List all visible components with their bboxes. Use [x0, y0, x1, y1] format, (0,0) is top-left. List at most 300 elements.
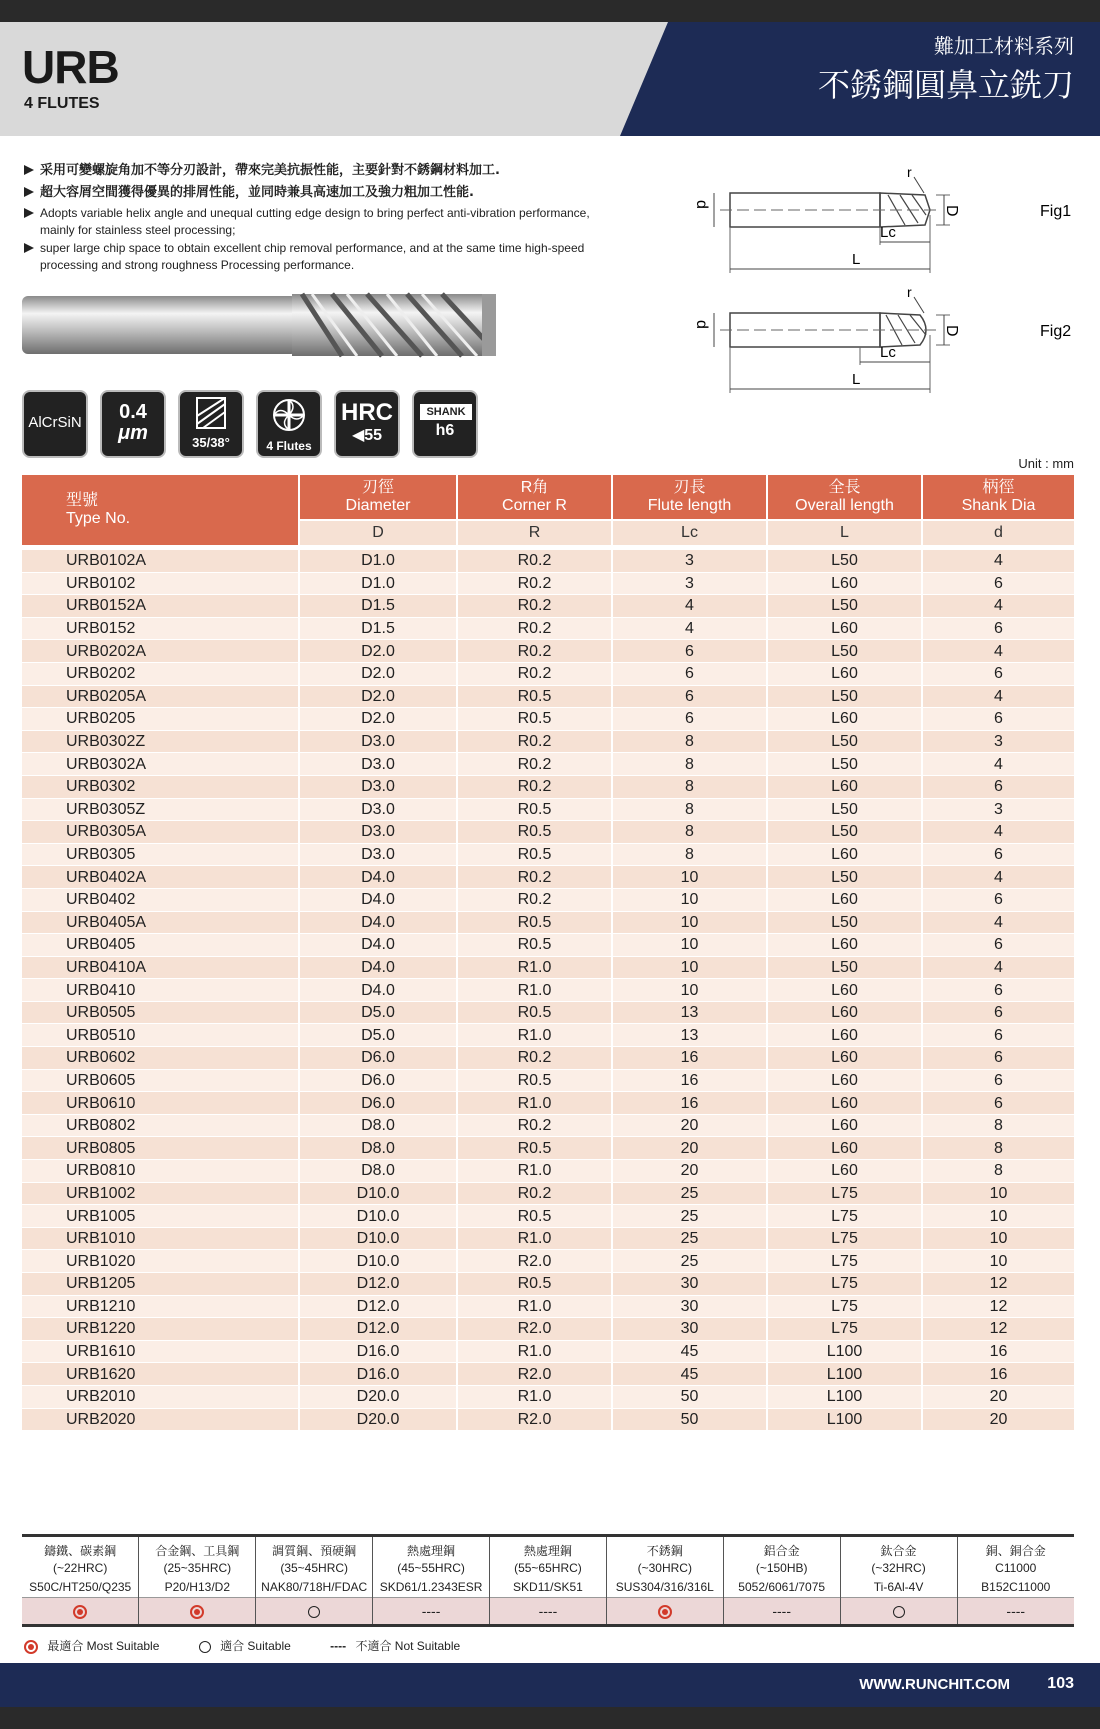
overall-length-cell: L60 [767, 1069, 922, 1092]
overall-length-cell: L50 [767, 911, 922, 934]
corner-r-cell: R0.5 [457, 911, 612, 934]
type-no-cell: URB1610 [22, 1340, 299, 1363]
diameter-cell: D3.0 [299, 798, 457, 821]
diameter-cell: D6.0 [299, 1047, 457, 1070]
type-no-cell: URB1002 [22, 1182, 299, 1205]
material-rating [139, 1598, 256, 1626]
shank-dia-cell: 12 [922, 1295, 1074, 1318]
model-title: URB [22, 41, 119, 93]
table-row [22, 1273, 1074, 1296]
table-row [22, 1182, 1074, 1205]
type-no-cell: URB0202A [22, 640, 299, 663]
table-row [22, 934, 1074, 957]
most-suitable-icon [73, 1605, 87, 1619]
diameter-cell: D12.0 [299, 1295, 457, 1318]
overall-length-cell: L100 [767, 1363, 922, 1386]
flute-length-cell: 10 [612, 956, 767, 979]
flute-length-cell: 8 [612, 843, 767, 866]
flute-length-cell: 13 [612, 1001, 767, 1024]
flute-length-cell: 6 [612, 662, 767, 685]
fig2-lc-label: Lc [880, 344, 896, 361]
flute-length-cell: 6 [612, 685, 767, 708]
table-row [22, 956, 1074, 979]
corner-r-cell: R0.5 [457, 1137, 612, 1160]
corner-r-cell: R1.0 [457, 1024, 612, 1047]
material-name: 熱處理鋼 [373, 1536, 490, 1560]
spec-table [22, 475, 1074, 1431]
corner-r-cell: R0.2 [457, 888, 612, 911]
diameter-cell: D2.0 [299, 662, 457, 685]
material-hrc: (~22HRC) [53, 1561, 108, 1575]
table-row [22, 1250, 1074, 1273]
rating-legend: 最適合 Most Suitable 適合 Suitable ---- 不適合 Not Suitable [24, 1637, 460, 1654]
shank-dia-cell: 4 [922, 685, 1074, 708]
corner-r-cell: R1.0 [457, 979, 612, 1002]
table-row [22, 708, 1074, 731]
corner-r-cell: R1.0 [457, 1092, 612, 1115]
overall-length-cell: L50 [767, 798, 922, 821]
shank-dia-cell: 4 [922, 753, 1074, 776]
shank-dia-cell: 16 [922, 1363, 1074, 1386]
corner-r-cell: R1.0 [457, 1385, 612, 1408]
fig1-D-label: D [943, 205, 960, 217]
diameter-cell: D8.0 [299, 1114, 457, 1137]
type-no-cell: URB0610 [22, 1092, 299, 1115]
shank-dia-cell: 10 [922, 1182, 1074, 1205]
shank-dia-cell: 10 [922, 1205, 1074, 1228]
shank-badge: SHANK h6 [412, 390, 478, 458]
figure-1-diagram [690, 165, 1080, 285]
overall-length-cell: L100 [767, 1408, 922, 1431]
overall-length-cell: L60 [767, 1024, 922, 1047]
material-grade: 5052/6061/7075 [723, 1577, 840, 1598]
corner-r-cell: R0.5 [457, 1273, 612, 1296]
table-row [22, 1001, 1074, 1024]
flute-length-cell: 10 [612, 979, 767, 1002]
shank-dia-cell: 4 [922, 956, 1074, 979]
material-name: 鑄鐵、碳素鋼 [22, 1536, 139, 1560]
table-row [22, 753, 1074, 776]
table-row [22, 911, 1074, 934]
type-no-cell: URB0302Z [22, 730, 299, 753]
shank-dia-cell: 6 [922, 708, 1074, 731]
coating-badge: AlCrSiN [22, 390, 88, 458]
not-suitable-mark: ---- [421, 1603, 441, 1619]
overall-length-cell: L75 [767, 1182, 922, 1205]
diameter-cell: D4.0 [299, 934, 457, 957]
fig1-caption: Fig1 [1040, 203, 1072, 220]
material-hrc: (45~55HRC) [373, 1559, 490, 1577]
overall-length-cell: L60 [767, 708, 922, 731]
overall-length-cell: L75 [767, 1273, 922, 1296]
table-row [22, 1092, 1074, 1115]
type-no-cell: URB0805 [22, 1137, 299, 1160]
table-row [22, 685, 1074, 708]
overall-length-cell: L100 [767, 1385, 922, 1408]
flute-length-cell: 30 [612, 1318, 767, 1341]
overall-length-cell: L50 [767, 821, 922, 844]
flute-length-cell: 10 [612, 911, 767, 934]
table-row [22, 1318, 1074, 1341]
flute-length-cell: 50 [612, 1408, 767, 1431]
overall-length-cell: L60 [767, 979, 922, 1002]
corner-r-cell: R0.2 [457, 662, 612, 685]
material-rating [22, 1598, 139, 1626]
diameter-cell: D2.0 [299, 708, 457, 731]
flute-length-cell: 16 [612, 1047, 767, 1070]
type-no-cell: URB2020 [22, 1408, 299, 1431]
diameter-cell: D5.0 [299, 1001, 457, 1024]
table-row [22, 1227, 1074, 1250]
shank-dia-cell: 4 [922, 595, 1074, 618]
type-no-cell: URB0505 [22, 1001, 299, 1024]
corner-r-cell: R0.2 [457, 640, 612, 663]
diameter-cell: D4.0 [299, 866, 457, 889]
end-mill-photo [22, 288, 500, 364]
type-no-cell: URB0305A [22, 821, 299, 844]
diameter-cell: D12.0 [299, 1273, 457, 1296]
diameter-cell: D10.0 [299, 1250, 457, 1273]
shank-dia-cell: 4 [922, 821, 1074, 844]
type-no-cell: URB0402A [22, 866, 299, 889]
flute-length-cell: 25 [612, 1250, 767, 1273]
type-no-cell: URB0802 [22, 1114, 299, 1137]
type-no-cell: URB0205A [22, 685, 299, 708]
material-name: 合金鋼、工具鋼 [139, 1536, 256, 1560]
shank-dia-cell: 4 [922, 550, 1074, 573]
fig1-lc-label: Lc [880, 224, 896, 241]
fig1-l-label: L [852, 251, 861, 268]
shank-dia-cell: 6 [922, 1069, 1074, 1092]
table-row [22, 1024, 1074, 1047]
material-name: 鋁合金 [723, 1536, 840, 1560]
series-label: 難加工材料系列 [934, 34, 1074, 58]
corner-r-cell: R0.2 [457, 753, 612, 776]
material-hrc: (25~35HRC) [139, 1559, 256, 1577]
shank-dia-cell: 16 [922, 1340, 1074, 1363]
fig1-r-label: r [907, 165, 912, 180]
corner-r-cell: R2.0 [457, 1250, 612, 1273]
overall-length-cell: L60 [767, 662, 922, 685]
description-item: super large chip space to obtain excellent chip removal performance, and at the same time high-speed processing and strong roughness Processing performance. [24, 240, 614, 274]
material-grade: SKD11/SK51 [490, 1577, 607, 1598]
corner-r-cell: R0.5 [457, 708, 612, 731]
header-diameter: 刃徑 Diameter [299, 475, 457, 520]
type-no-cell: URB1620 [22, 1363, 299, 1386]
bottom-band [0, 1707, 1100, 1729]
type-no-cell: URB0810 [22, 1160, 299, 1183]
flutes-badge: 4 Flutes [256, 390, 322, 458]
shank-dia-cell: 6 [922, 1092, 1074, 1115]
corner-r-cell: R0.2 [457, 775, 612, 798]
diameter-cell: D3.0 [299, 843, 457, 866]
model-subtitle: 4 FLUTES [24, 95, 100, 112]
corner-r-cell: R0.5 [457, 934, 612, 957]
helix-badge: 35/38° [178, 390, 244, 458]
corner-r-cell: R2.0 [457, 1318, 612, 1341]
diameter-cell: D3.0 [299, 821, 457, 844]
fig2-d-label: d [693, 320, 710, 329]
corner-r-cell: R0.5 [457, 798, 612, 821]
material-hrc: (~150HB) [723, 1559, 840, 1577]
material-hrc: (~30HRC) [606, 1559, 723, 1577]
corner-r-cell: R2.0 [457, 1408, 612, 1431]
table-row [22, 1408, 1074, 1431]
shank-dia-cell: 6 [922, 934, 1074, 957]
diameter-cell: D4.0 [299, 911, 457, 934]
description-item: 超大容屑空間獲得優異的排屑性能，並同時兼具高速加工及強力粗加工性能. [24, 184, 614, 201]
type-no-cell: URB0152A [22, 595, 299, 618]
type-no-cell: URB0102A [22, 550, 299, 573]
table-row [22, 1363, 1074, 1386]
type-no-cell: URB0405 [22, 934, 299, 957]
diameter-cell: D3.0 [299, 730, 457, 753]
corner-r-cell: R0.5 [457, 1069, 612, 1092]
overall-length-cell: L75 [767, 1227, 922, 1250]
shank-dia-cell: 10 [922, 1227, 1074, 1250]
overall-length-cell: L60 [767, 1047, 922, 1070]
corner-r-cell: R0.2 [457, 572, 612, 595]
diameter-cell: D4.0 [299, 888, 457, 911]
diameter-cell: D6.0 [299, 1092, 457, 1115]
type-no-cell: URB2010 [22, 1385, 299, 1408]
overall-length-cell: L50 [767, 685, 922, 708]
unit-label: Unit : mm [1018, 456, 1074, 471]
flute-length-cell: 25 [612, 1227, 767, 1250]
material-grade: SUS304/316/316L [606, 1577, 723, 1598]
shank-dia-cell: 6 [922, 843, 1074, 866]
overall-length-cell: L75 [767, 1318, 922, 1341]
overall-length-cell: L60 [767, 617, 922, 640]
overall-length-cell: L50 [767, 550, 922, 573]
material-grade: S50C/HT250/Q235 [29, 1580, 132, 1594]
type-no-cell: URB0302A [22, 753, 299, 776]
overall-length-cell: L100 [767, 1340, 922, 1363]
suitable-icon [308, 1606, 320, 1618]
material-hrc: (~32HRC) [840, 1559, 957, 1577]
overall-length-cell: L50 [767, 753, 922, 776]
diameter-cell: D6.0 [299, 1069, 457, 1092]
table-row [22, 1137, 1074, 1160]
type-no-cell: URB0602 [22, 1047, 299, 1070]
corner-r-cell: R0.5 [457, 821, 612, 844]
shank-dia-cell: 8 [922, 1114, 1074, 1137]
diameter-cell: D3.0 [299, 753, 457, 776]
table-row [22, 798, 1074, 821]
shank-dia-cell: 6 [922, 1047, 1074, 1070]
type-no-cell: URB1005 [22, 1205, 299, 1228]
corner-r-cell: R1.0 [457, 1295, 612, 1318]
table-row [22, 595, 1074, 618]
material-rating [373, 1598, 490, 1626]
flute-length-cell: 30 [612, 1295, 767, 1318]
diameter-cell: D1.0 [299, 572, 457, 595]
corner-r-cell: R0.2 [457, 866, 612, 889]
table-row [22, 1340, 1074, 1363]
flute-length-cell: 3 [612, 550, 767, 573]
header-corner-r: R角 Corner R [457, 475, 612, 520]
corner-r-cell: R0.2 [457, 1114, 612, 1137]
table-row [22, 730, 1074, 753]
flute-length-cell: 4 [612, 595, 767, 618]
material-rating [840, 1598, 957, 1626]
overall-length-cell: L50 [767, 866, 922, 889]
diameter-cell: D8.0 [299, 1160, 457, 1183]
material-grade: Ti-6Al-4V [840, 1577, 957, 1598]
table-row [22, 1160, 1074, 1183]
table-row [22, 843, 1074, 866]
overall-length-cell: L60 [767, 1001, 922, 1024]
material-name: 熱處理鋼 [490, 1536, 607, 1560]
fig1-d-label: d [693, 200, 710, 209]
website-link[interactable]: WWW.RUNCHIT.COM [859, 1676, 1010, 1693]
table-row [22, 550, 1074, 573]
corner-r-cell: R0.2 [457, 617, 612, 640]
series-title: 不銹鋼圓鼻立銑刀 [817, 66, 1074, 104]
diameter-cell: D2.0 [299, 685, 457, 708]
table-row [22, 1114, 1074, 1137]
type-no-cell: URB1020 [22, 1250, 299, 1273]
type-no-cell: URB1210 [22, 1295, 299, 1318]
fig2-D-label: D [943, 325, 960, 337]
flute-length-cell: 20 [612, 1137, 767, 1160]
type-no-cell: URB0410 [22, 979, 299, 1002]
corner-r-cell: R1.0 [457, 1227, 612, 1250]
description-item: Adopts variable helix angle and unequal cutting edge design to bring perfect anti-vibration performance, mainly for stainless steel processing; [24, 205, 614, 239]
most-suitable-icon [190, 1605, 204, 1619]
header-symbol-d: D [299, 520, 457, 545]
material-rating [957, 1598, 1074, 1626]
flute-length-cell: 8 [612, 753, 767, 776]
table-row [22, 1385, 1074, 1408]
table-row [22, 662, 1074, 685]
shank-dia-cell: 6 [922, 1001, 1074, 1024]
header-symbol-r: R [457, 520, 612, 545]
type-no-cell: URB0205 [22, 708, 299, 731]
overall-length-cell: L50 [767, 595, 922, 618]
material-grade: P20/H13/D2 [139, 1577, 256, 1598]
flute-cross-section-icon [270, 396, 308, 434]
diameter-cell: D12.0 [299, 1318, 457, 1341]
flute-length-cell: 4 [612, 617, 767, 640]
flute-length-cell: 30 [612, 1273, 767, 1296]
corner-r-cell: R0.5 [457, 685, 612, 708]
diameter-cell: D4.0 [299, 979, 457, 1002]
type-no-cell: URB1010 [22, 1227, 299, 1250]
type-no-cell: URB0405A [22, 911, 299, 934]
overall-length-cell: L60 [767, 1114, 922, 1137]
material-grade: SKD61/1.2343ESR [373, 1577, 490, 1598]
flute-length-cell: 3 [612, 572, 767, 595]
shank-dia-cell: 20 [922, 1385, 1074, 1408]
type-no-cell: URB0202 [22, 662, 299, 685]
material-rating [256, 1598, 373, 1626]
shank-dia-cell: 12 [922, 1273, 1074, 1296]
most-suitable-icon [24, 1640, 38, 1654]
overall-length-cell: L50 [767, 956, 922, 979]
not-suitable-mark: ---- [1006, 1603, 1026, 1619]
header-shank-dia: 柄徑 Shank Dia [922, 475, 1074, 520]
material-grade: B152C11000 [957, 1577, 1074, 1598]
corner-r-cell: R1.0 [457, 1340, 612, 1363]
type-no-cell: URB0305Z [22, 798, 299, 821]
flute-length-cell: 20 [612, 1114, 767, 1137]
page-number: 103 [1047, 1675, 1074, 1692]
hrc-badge: HRC ◀55 [334, 390, 400, 458]
description-item: 采用可變螺旋角加不等分刃設計，帶來完美抗振性能，主要針對不銹鋼材料加工. [24, 162, 614, 179]
corner-r-cell: R2.0 [457, 1363, 612, 1386]
flute-length-cell: 25 [612, 1205, 767, 1228]
material-rating [606, 1598, 723, 1626]
diameter-cell: D1.0 [299, 550, 457, 573]
table-row [22, 572, 1074, 595]
corner-r-cell: R0.2 [457, 730, 612, 753]
shank-dia-cell: 3 [922, 798, 1074, 821]
flute-length-cell: 10 [612, 888, 767, 911]
shank-dia-cell: 8 [922, 1160, 1074, 1183]
overall-length-cell: L60 [767, 1137, 922, 1160]
header-symbol-lc: Lc [612, 520, 767, 545]
fig2-l-label: L [852, 371, 861, 388]
table-row [22, 1295, 1074, 1318]
type-no-cell: URB0510 [22, 1024, 299, 1047]
shank-dia-cell: 6 [922, 1024, 1074, 1047]
corner-r-cell: R0.2 [457, 1182, 612, 1205]
diameter-cell: D3.0 [299, 775, 457, 798]
fig2-r-label: r [907, 285, 912, 300]
shank-dia-cell: 6 [922, 572, 1074, 595]
shank-dia-cell: 6 [922, 662, 1074, 685]
shank-dia-cell: 6 [922, 775, 1074, 798]
table-row [22, 979, 1074, 1002]
flute-length-cell: 13 [612, 1024, 767, 1047]
table-row [22, 617, 1074, 640]
material-hrc: (35~45HRC) [256, 1559, 373, 1577]
suitable-icon [199, 1641, 211, 1653]
overall-length-cell: L60 [767, 888, 922, 911]
flute-length-cell: 20 [612, 1160, 767, 1183]
shank-dia-cell: 4 [922, 911, 1074, 934]
material-rating [490, 1598, 607, 1626]
shank-dia-cell: 12 [922, 1318, 1074, 1341]
diameter-cell: D1.5 [299, 595, 457, 618]
flute-length-cell: 6 [612, 640, 767, 663]
material-name: 鈦合金 [840, 1536, 957, 1560]
flute-length-cell: 8 [612, 775, 767, 798]
material-name: 銅、銅合金 [957, 1536, 1074, 1560]
overall-length-cell: L75 [767, 1250, 922, 1273]
shank-dia-cell: 3 [922, 730, 1074, 753]
material-rating [723, 1598, 840, 1626]
corner-r-cell: R0.5 [457, 1205, 612, 1228]
corner-r-cell: R0.2 [457, 595, 612, 618]
header-symbol-shank: d [922, 520, 1074, 545]
flute-length-cell: 45 [612, 1363, 767, 1386]
shank-dia-cell: 6 [922, 979, 1074, 1002]
shank-dia-cell: 4 [922, 640, 1074, 663]
header-overall-length: 全長 Overall length [767, 475, 922, 520]
shank-dia-cell: 8 [922, 1137, 1074, 1160]
header-type-no: 型號 Type No. [22, 475, 299, 545]
material-name: 不銹鋼 [606, 1536, 723, 1560]
overall-length-cell: L50 [767, 640, 922, 663]
header-symbol-l: L [767, 520, 922, 545]
corner-r-cell: R1.0 [457, 956, 612, 979]
diameter-cell: D10.0 [299, 1227, 457, 1250]
not-suitable-mark: ---- [772, 1603, 792, 1619]
type-no-cell: URB0402 [22, 888, 299, 911]
diameter-cell: D10.0 [299, 1205, 457, 1228]
